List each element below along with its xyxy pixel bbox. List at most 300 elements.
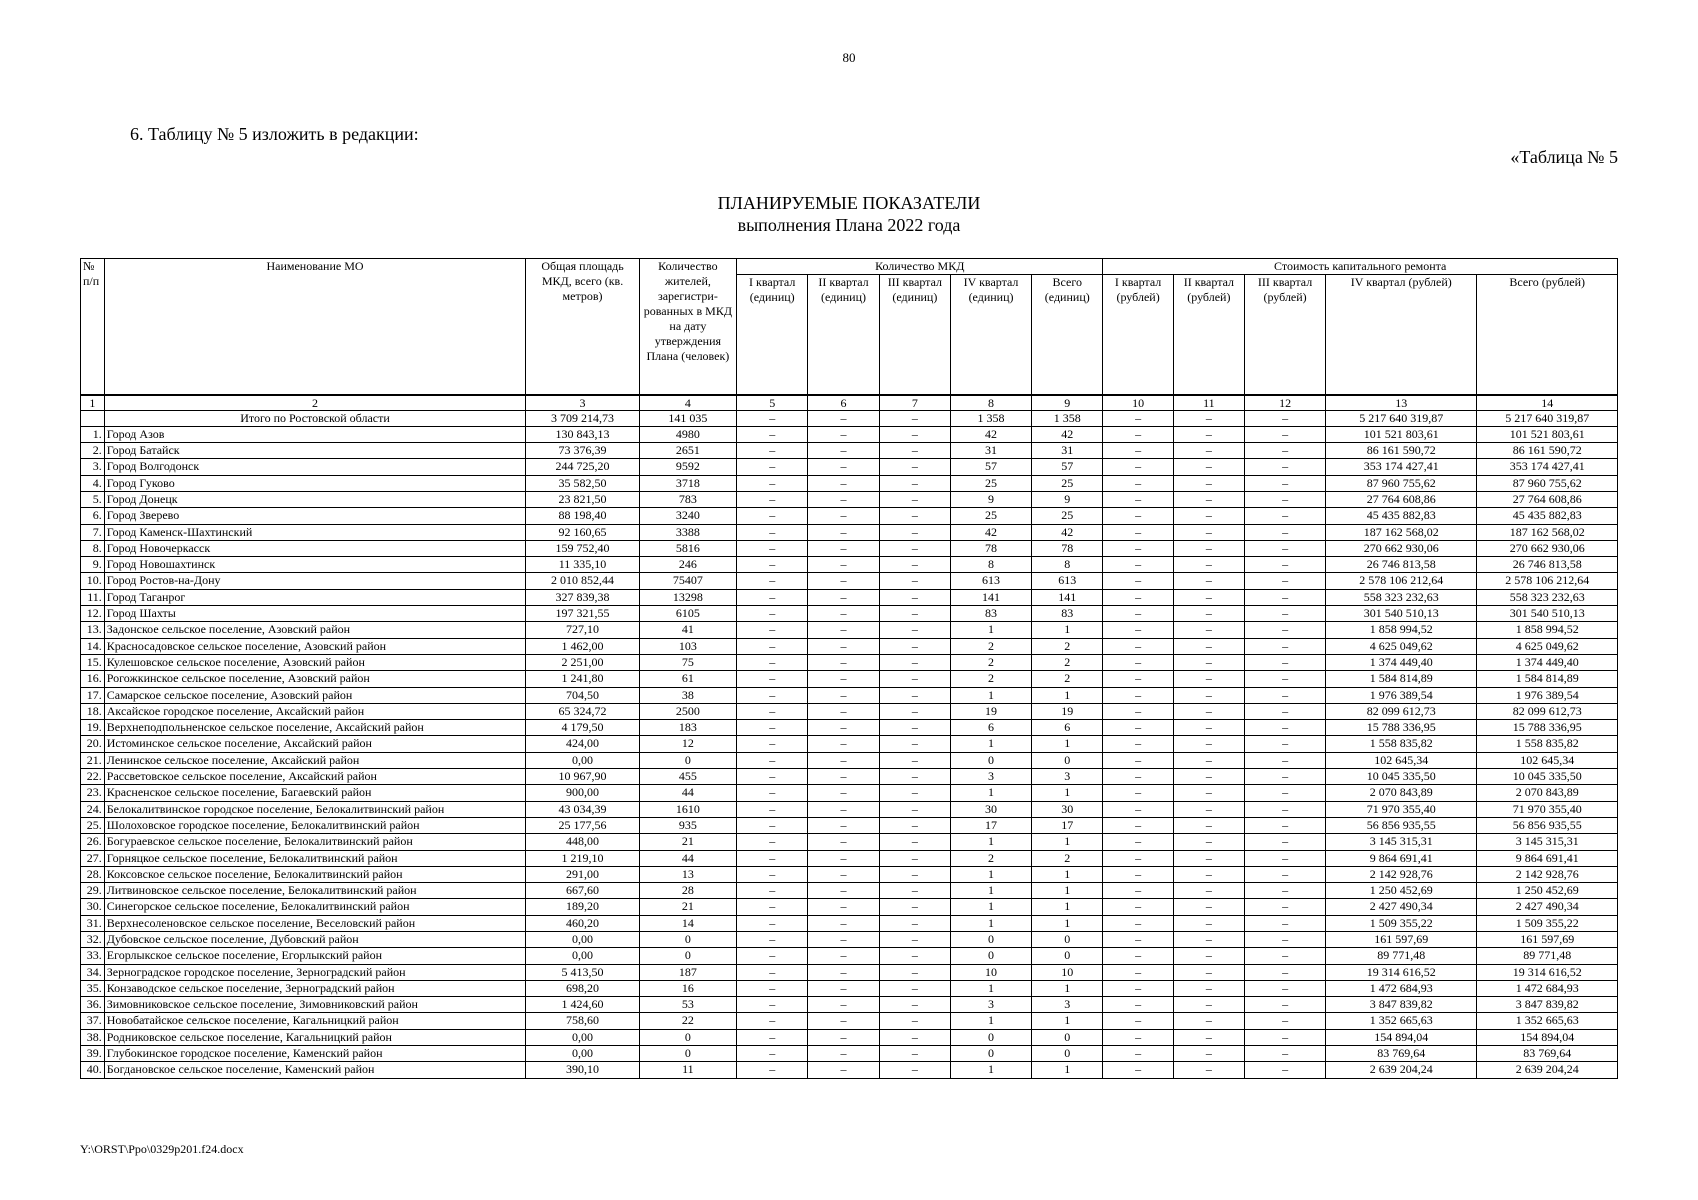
header-q4-units: IV квартал (единиц) — [951, 275, 1032, 395]
q1-units-cell: – — [737, 671, 808, 687]
q3-units-cell: – — [879, 654, 950, 670]
column-number-cell: 2 — [104, 395, 526, 411]
residents-cell: 246 — [639, 557, 736, 573]
total-rub-cell: 353 174 427,41 — [1477, 459, 1618, 475]
table-row — [81, 801, 1618, 817]
mo-name-cell: Город Батайск — [104, 443, 526, 459]
residents-cell: 1610 — [639, 801, 736, 817]
mo-name-cell: Ленинское сельское поселение, Аксайский район — [104, 752, 526, 768]
q2-rub-cell: – — [1173, 899, 1244, 915]
q2-units-cell: – — [808, 752, 879, 768]
row-number-cell: 7. — [81, 524, 105, 540]
total-area-cell: 1 424,60 — [526, 997, 639, 1013]
q2-units-cell: – — [808, 915, 879, 931]
q3-rub-cell: – — [1245, 817, 1326, 833]
q3-rub-cell: – — [1245, 964, 1326, 980]
q4-rub-cell: 270 662 930,06 — [1326, 540, 1477, 556]
total-rub-cell: 187 162 568,02 — [1477, 524, 1618, 540]
q1-rub-cell: – — [1103, 980, 1173, 996]
q3-rub-cell: – — [1245, 491, 1326, 507]
row-number-cell: 40. — [81, 1062, 105, 1078]
q2-rub-cell: – — [1173, 736, 1244, 752]
column-number-cell: 3 — [526, 395, 639, 411]
q3-units-cell: – — [879, 443, 950, 459]
q2-rub-cell: – — [1173, 1062, 1244, 1078]
q1-rub-cell: – — [1103, 703, 1173, 719]
q2-rub-cell: – — [1173, 997, 1244, 1013]
residents-cell: 75407 — [639, 573, 736, 589]
q2-units-cell: – — [808, 1046, 879, 1062]
total-units-cell: 613 — [1032, 573, 1103, 589]
row-number-cell: 19. — [81, 720, 105, 736]
q4-units-cell: 0 — [951, 1046, 1032, 1062]
row-number-cell: 28. — [81, 866, 105, 882]
q1-units-cell: – — [737, 491, 808, 507]
q2-units-cell: – — [808, 671, 879, 687]
q4-rub-cell: 1 558 835,82 — [1326, 736, 1477, 752]
total-area-cell: 424,00 — [526, 736, 639, 752]
q3-rub-cell: – — [1245, 915, 1326, 931]
q1-rub-cell: – — [1103, 915, 1173, 931]
total-rub-cell: 86 161 590,72 — [1477, 443, 1618, 459]
row-number-cell: 13. — [81, 622, 105, 638]
q1-units-cell: – — [737, 720, 808, 736]
q4-rub-cell: 2 578 106 212,64 — [1326, 573, 1477, 589]
q2-rub-cell: – — [1173, 1046, 1244, 1062]
q2-units-cell: – — [808, 1062, 879, 1078]
q4-rub-cell: 2 070 843,89 — [1326, 785, 1477, 801]
q1-units-cell: – — [737, 785, 808, 801]
q3-rub-cell: – — [1245, 573, 1326, 589]
mo-name-cell: Горняцкое сельское поселение, Белокалитвинский район — [104, 850, 526, 866]
total-area-cell: 73 376,39 — [526, 443, 639, 459]
q4-units-cell: 57 — [951, 459, 1032, 475]
mo-name-cell: Синегорское сельское поселение, Белокалитвинский район — [104, 899, 526, 915]
mo-name-cell: Егорлыкское сельское поселение, Егорлыкский район — [104, 948, 526, 964]
total-area-cell: 0,00 — [526, 948, 639, 964]
total-area-cell: 1 241,80 — [526, 671, 639, 687]
residents-cell: 183 — [639, 720, 736, 736]
table-row — [81, 622, 1618, 638]
total-area-cell: 758,60 — [526, 1013, 639, 1029]
q1-rub-cell: – — [1103, 948, 1173, 964]
table-row — [81, 573, 1618, 589]
table-row — [81, 524, 1618, 540]
row-number-cell: 23. — [81, 785, 105, 801]
q3-rub-cell: – — [1245, 1046, 1326, 1062]
total-units-cell: 0 — [1032, 932, 1103, 948]
total-rub-cell: 26 746 813,58 — [1477, 557, 1618, 573]
row-number-cell: 25. — [81, 817, 105, 833]
total-rub-cell: 45 435 882,83 — [1477, 508, 1618, 524]
q2-units-cell: – — [808, 964, 879, 980]
q2-rub-cell: – — [1173, 573, 1244, 589]
total-rub-cell: 1 976 389,54 — [1477, 687, 1618, 703]
q1-rub-cell: – — [1103, 720, 1173, 736]
row-number-cell: 35. — [81, 980, 105, 996]
q3-rub-cell: – — [1245, 948, 1326, 964]
q1-units-cell: – — [737, 834, 808, 850]
q1-units-cell: – — [737, 459, 808, 475]
header-q2-rub: II квартал (рублей) — [1173, 275, 1244, 395]
q1-units-cell: – — [737, 883, 808, 899]
row-number-cell: 20. — [81, 736, 105, 752]
total-rub-cell: 82 099 612,73 — [1477, 703, 1618, 719]
total-area-cell: 92 160,65 — [526, 524, 639, 540]
total-units-cell: 1 — [1032, 915, 1103, 931]
q4-rub-cell: 27 764 608,86 — [1326, 491, 1477, 507]
mo-name-cell: Задонское сельское поселение, Азовский район — [104, 622, 526, 638]
q1-units-cell: – — [737, 915, 808, 931]
total-rub-cell: 161 597,69 — [1477, 932, 1618, 948]
row-number-cell: 37. — [81, 1013, 105, 1029]
q2-rub-cell: – — [1173, 459, 1244, 475]
q1-units-cell: – — [737, 638, 808, 654]
q1-rub-cell: – — [1103, 834, 1173, 850]
q2-units-cell: – — [808, 491, 879, 507]
total-area-cell: 65 324,72 — [526, 703, 639, 719]
mo-name-cell: Кулешовское сельское поселение, Азовский район — [104, 654, 526, 670]
q4-units-cell: 1 — [951, 736, 1032, 752]
residents-cell: 21 — [639, 899, 736, 915]
q3-units-cell: – — [879, 720, 950, 736]
row-number-cell: 30. — [81, 899, 105, 915]
total-units-cell: 2 — [1032, 671, 1103, 687]
q3-rub-cell: – — [1245, 426, 1326, 442]
q2-rub-cell: – — [1173, 589, 1244, 605]
q3-rub-cell: – — [1245, 834, 1326, 850]
mo-name-cell: Белокалитвинское городское поселение, Белокалитвинский район — [104, 801, 526, 817]
table-row — [81, 817, 1618, 833]
q2-rub-cell: – — [1173, 752, 1244, 768]
q3-units-cell: – — [879, 573, 950, 589]
mo-name-cell: Аксайское городское поселение, Аксайский район — [104, 703, 526, 719]
mo-name-cell: Шолоховское городское поселение, Белокалитвинский район — [104, 817, 526, 833]
q3-units-cell: – — [879, 752, 950, 768]
q2-rub-cell: – — [1173, 948, 1244, 964]
q2-rub-cell: – — [1173, 475, 1244, 491]
q3-units-cell: – — [879, 834, 950, 850]
residents-cell: 0 — [639, 752, 736, 768]
q1-units-cell: – — [737, 475, 808, 491]
table-row — [81, 720, 1618, 736]
total-area-cell: 25 177,56 — [526, 817, 639, 833]
row-number-cell: 32. — [81, 932, 105, 948]
q1-units-cell: – — [737, 573, 808, 589]
row-number-cell: 6. — [81, 508, 105, 524]
q1-rub-cell: – — [1103, 524, 1173, 540]
q1-units-cell: – — [737, 980, 808, 996]
header-residents: Количество жителей, зарегистри-рованных в МКД на дату утверждения Плана (человек) — [639, 259, 736, 395]
q3-units-cell: – — [879, 850, 950, 866]
table-row — [81, 752, 1618, 768]
q4-rub-cell: 187 162 568,02 — [1326, 524, 1477, 540]
total-rub-cell: 1 558 835,82 — [1477, 736, 1618, 752]
q4-units-cell: 1 358 — [951, 410, 1032, 426]
total-units-cell: 1 — [1032, 866, 1103, 882]
q2-units-cell: – — [808, 1013, 879, 1029]
residents-cell: 0 — [639, 1046, 736, 1062]
total-area-cell: 5 413,50 — [526, 964, 639, 980]
total-area-cell: 727,10 — [526, 622, 639, 638]
q4-units-cell: 6 — [951, 720, 1032, 736]
total-rub-cell: 4 625 049,62 — [1477, 638, 1618, 654]
residents-cell: 13 — [639, 866, 736, 882]
q4-units-cell: 1 — [951, 980, 1032, 996]
q2-rub-cell: – — [1173, 540, 1244, 556]
total-units-cell: 1 — [1032, 1062, 1103, 1078]
heading-subtitle: выполнения Плана 2022 года — [737, 215, 961, 235]
total-rub-cell: 71 970 355,40 — [1477, 801, 1618, 817]
q2-units-cell: – — [808, 883, 879, 899]
column-number-cell: 13 — [1326, 395, 1477, 411]
q3-rub-cell: – — [1245, 622, 1326, 638]
column-number-cell: 11 — [1173, 395, 1244, 411]
q3-units-cell: – — [879, 540, 950, 556]
total-units-cell: 31 — [1032, 443, 1103, 459]
total-units-cell: 1 — [1032, 736, 1103, 752]
q1-rub-cell: – — [1103, 573, 1173, 589]
row-number-cell: 15. — [81, 654, 105, 670]
q3-rub-cell: – — [1245, 980, 1326, 996]
q2-units-cell: – — [808, 426, 879, 442]
q3-units-cell: – — [879, 703, 950, 719]
total-units-cell: 30 — [1032, 801, 1103, 817]
q2-rub-cell: – — [1173, 801, 1244, 817]
q4-rub-cell: 86 161 590,72 — [1326, 443, 1477, 459]
mo-name-cell: Зимовниковское сельское поселение, Зимовниковский район — [104, 997, 526, 1013]
q3-rub-cell: – — [1245, 769, 1326, 785]
mo-name-cell: Родниковское сельское поселение, Кагальницкий район — [104, 1029, 526, 1045]
q4-units-cell: 141 — [951, 589, 1032, 605]
q1-units-cell: – — [737, 899, 808, 915]
q3-units-cell: – — [879, 1046, 950, 1062]
q1-units-cell: – — [737, 997, 808, 1013]
q3-rub-cell: – — [1245, 736, 1326, 752]
q4-rub-cell: 45 435 882,83 — [1326, 508, 1477, 524]
q1-units-cell: – — [737, 769, 808, 785]
mo-name-cell: Дубовское сельское поселение, Дубовский район — [104, 932, 526, 948]
q4-units-cell: 0 — [951, 932, 1032, 948]
q1-rub-cell: – — [1103, 622, 1173, 638]
total-rub-cell: 83 769,64 — [1477, 1046, 1618, 1062]
table-row — [81, 932, 1618, 948]
total-area-cell: 244 725,20 — [526, 459, 639, 475]
total-units-cell: 10 — [1032, 964, 1103, 980]
row-number-cell: 12. — [81, 606, 105, 622]
total-rub-cell: 1 352 665,63 — [1477, 1013, 1618, 1029]
mo-name-cell: Коксовское сельское поселение, Белокалитвинский район — [104, 866, 526, 882]
q4-rub-cell: 161 597,69 — [1326, 932, 1477, 948]
residents-cell: 13298 — [639, 589, 736, 605]
total-units-cell: 19 — [1032, 703, 1103, 719]
total-rub-cell: 27 764 608,86 — [1477, 491, 1618, 507]
mo-name-cell: Рогожкинское сельское поселение, Азовский район — [104, 671, 526, 687]
q3-units-cell: – — [879, 899, 950, 915]
plan-table — [80, 258, 1618, 1079]
q3-rub-cell: – — [1245, 703, 1326, 719]
q4-units-cell: 1 — [951, 915, 1032, 931]
q2-units-cell: – — [808, 948, 879, 964]
q2-rub-cell: – — [1173, 883, 1244, 899]
q3-units-cell: – — [879, 606, 950, 622]
table-heading — [0, 192, 1698, 236]
total-area-cell: 390,10 — [526, 1062, 639, 1078]
total-rub-cell: 154 894,04 — [1477, 1029, 1618, 1045]
mo-name-cell: Богдановское сельское поселение, Каменский район — [104, 1062, 526, 1078]
header-total-units: Всего (единиц) — [1032, 275, 1103, 395]
q4-rub-cell: 154 894,04 — [1326, 1029, 1477, 1045]
q4-rub-cell: 10 045 335,50 — [1326, 769, 1477, 785]
q4-rub-cell: 301 540 510,13 — [1326, 606, 1477, 622]
header-num: № п/п — [81, 259, 105, 395]
q2-rub-cell: – — [1173, 508, 1244, 524]
total-rub-cell: 15 788 336,95 — [1477, 720, 1618, 736]
total-area-cell: 0,00 — [526, 1046, 639, 1062]
q4-rub-cell: 56 856 935,55 — [1326, 817, 1477, 833]
mo-name-cell: Итого по Ростовской области — [104, 410, 526, 426]
q4-units-cell: 3 — [951, 997, 1032, 1013]
q4-units-cell: 2 — [951, 638, 1032, 654]
mo-name-cell: Город Донецк — [104, 491, 526, 507]
q3-units-cell: – — [879, 785, 950, 801]
row-number-cell: 18. — [81, 703, 105, 719]
total-rub-cell: 2 142 928,76 — [1477, 866, 1618, 882]
q3-rub-cell: – — [1245, 508, 1326, 524]
q2-rub-cell: – — [1173, 443, 1244, 459]
table-row — [81, 459, 1618, 475]
q2-rub-cell: – — [1173, 915, 1244, 931]
q4-units-cell: 42 — [951, 426, 1032, 442]
q3-units-cell: – — [879, 491, 950, 507]
q2-units-cell: – — [808, 475, 879, 491]
total-units-cell: 1 358 — [1032, 410, 1103, 426]
q3-units-cell: – — [879, 915, 950, 931]
heading-title: ПЛАНИРУЕМЫЕ ПОКАЗАТЕЛИ — [717, 193, 981, 213]
total-area-cell: 197 321,55 — [526, 606, 639, 622]
q2-rub-cell: – — [1173, 980, 1244, 996]
table-row — [81, 1029, 1618, 1045]
row-number-cell: 8. — [81, 540, 105, 556]
mo-name-cell: Верхнеподпольненское сельское поселение, Аксайский район — [104, 720, 526, 736]
total-rub-cell: 89 771,48 — [1477, 948, 1618, 964]
q4-units-cell: 1 — [951, 687, 1032, 703]
total-units-cell: 25 — [1032, 475, 1103, 491]
total-rub-cell: 56 856 935,55 — [1477, 817, 1618, 833]
residents-cell: 4980 — [639, 426, 736, 442]
q4-rub-cell: 2 142 928,76 — [1326, 866, 1477, 882]
q3-rub-cell: – — [1245, 671, 1326, 687]
total-area-cell: 88 198,40 — [526, 508, 639, 524]
total-rub-cell: 1 250 452,69 — [1477, 883, 1618, 899]
q3-rub-cell: – — [1245, 687, 1326, 703]
q4-rub-cell: 1 250 452,69 — [1326, 883, 1477, 899]
q2-units-cell: – — [808, 980, 879, 996]
header-q2-units: II квартал (единиц) — [808, 275, 879, 395]
table-row — [81, 687, 1618, 703]
q1-rub-cell: – — [1103, 850, 1173, 866]
residents-cell: 103 — [639, 638, 736, 654]
column-number-cell: 9 — [1032, 395, 1103, 411]
intro-text: 6. Таблицу № 5 изложить в редакции: — [130, 124, 419, 144]
table-row — [81, 736, 1618, 752]
mo-name-cell: Город Шахты — [104, 606, 526, 622]
total-units-cell: 1 — [1032, 834, 1103, 850]
table-row — [81, 850, 1618, 866]
total-rub-cell: 2 427 490,34 — [1477, 899, 1618, 915]
row-number-cell: 31. — [81, 915, 105, 931]
mo-name-cell: Богураевское сельское поселение, Белокалитвинский район — [104, 834, 526, 850]
residents-cell: 455 — [639, 769, 736, 785]
q4-units-cell: 78 — [951, 540, 1032, 556]
row-number-cell: 33. — [81, 948, 105, 964]
q3-rub-cell: – — [1245, 654, 1326, 670]
q1-rub-cell: – — [1103, 1029, 1173, 1045]
mo-name-cell: Город Таганрог — [104, 589, 526, 605]
q2-rub-cell: – — [1173, 622, 1244, 638]
q4-rub-cell: 71 970 355,40 — [1326, 801, 1477, 817]
q2-rub-cell: – — [1173, 769, 1244, 785]
total-units-cell: 2 — [1032, 850, 1103, 866]
total-units-cell: 17 — [1032, 817, 1103, 833]
total-area-cell: 3 709 214,73 — [526, 410, 639, 426]
total-rub-cell: 101 521 803,61 — [1477, 426, 1618, 442]
column-number-cell: 4 — [639, 395, 736, 411]
q1-rub-cell: – — [1103, 410, 1173, 426]
total-units-cell: 0 — [1032, 948, 1103, 964]
q3-units-cell: – — [879, 638, 950, 654]
table-reference: «Таблица № 5 — [1510, 147, 1618, 167]
row-number-cell: 38. — [81, 1029, 105, 1045]
q1-rub-cell: – — [1103, 654, 1173, 670]
q4-units-cell: 9 — [951, 491, 1032, 507]
total-units-cell: 1 — [1032, 687, 1103, 703]
total-rub-cell: 5 217 640 319,87 — [1477, 410, 1618, 426]
mo-name-cell: Литвиновское сельское поселение, Белокалитвинский район — [104, 883, 526, 899]
q1-rub-cell: – — [1103, 475, 1173, 491]
q4-rub-cell: 2 639 204,24 — [1326, 1062, 1477, 1078]
q3-rub-cell: – — [1245, 850, 1326, 866]
q4-units-cell: 1 — [951, 622, 1032, 638]
row-number-cell: 11. — [81, 589, 105, 605]
q3-rub-cell: – — [1245, 410, 1326, 426]
total-rub-cell: 1 374 449,40 — [1477, 654, 1618, 670]
q3-units-cell: – — [879, 769, 950, 785]
total-units-cell: 78 — [1032, 540, 1103, 556]
q1-units-cell: – — [737, 964, 808, 980]
q2-units-cell: – — [808, 703, 879, 719]
q1-rub-cell: – — [1103, 752, 1173, 768]
q3-units-cell: – — [879, 426, 950, 442]
total-rub-cell: 2 070 843,89 — [1477, 785, 1618, 801]
q2-units-cell: – — [808, 622, 879, 638]
page-number: 80 — [842, 50, 856, 65]
q1-units-cell: – — [737, 557, 808, 573]
q2-units-cell: – — [808, 589, 879, 605]
q4-rub-cell: 4 625 049,62 — [1326, 638, 1477, 654]
q1-units-cell: – — [737, 736, 808, 752]
header-area: Общая площадь МКД, всего (кв. метров) — [526, 259, 639, 395]
q1-units-cell: – — [737, 1013, 808, 1029]
mo-name-cell: Город Волгодонск — [104, 459, 526, 475]
residents-cell: 12 — [639, 736, 736, 752]
residents-cell: 28 — [639, 883, 736, 899]
table-row — [81, 443, 1618, 459]
total-area-cell: 448,00 — [526, 834, 639, 850]
column-number-cell: 1 — [81, 395, 105, 411]
total-rub-cell: 87 960 755,62 — [1477, 475, 1618, 491]
total-rub-cell: 102 645,34 — [1477, 752, 1618, 768]
